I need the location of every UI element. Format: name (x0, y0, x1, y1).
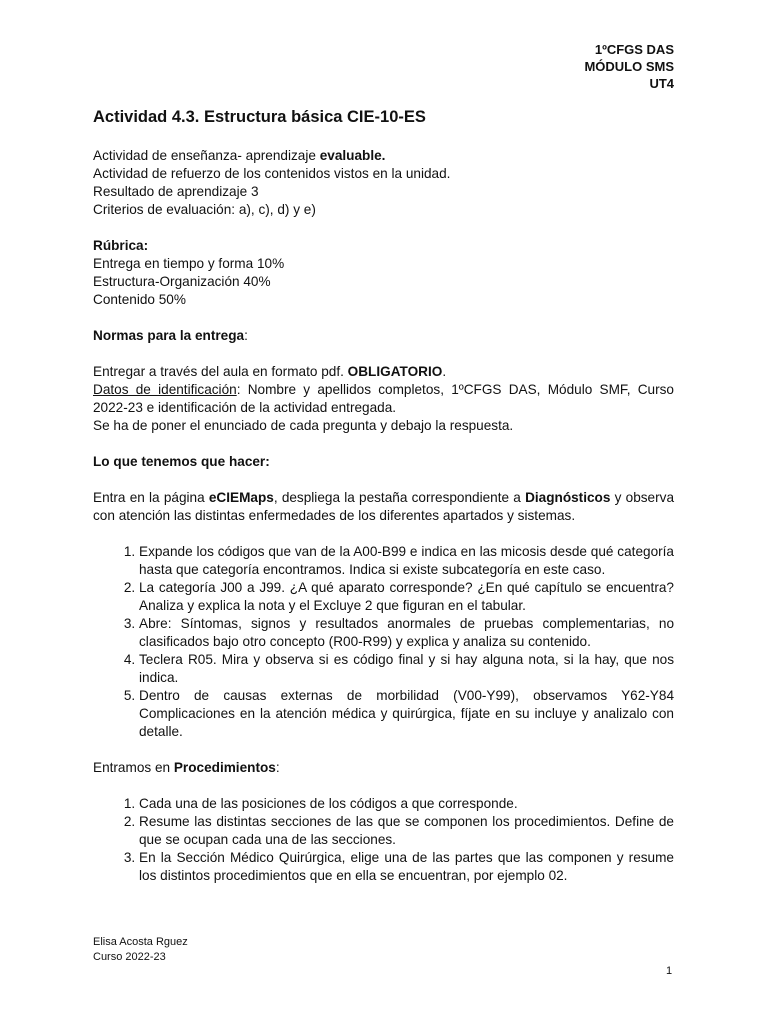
procedimientos-list (93, 795, 674, 885)
procedimientos-intro-a: Entramos en (93, 760, 174, 775)
procedimientos-intro-b: Procedimientos (173, 760, 276, 775)
list-item: 3. En la Sección Médico Quirúrgica, elige una de las partes que las componen y resume los distintos procedimientos que en ella se encuentran, por ejemplo 02. (139, 849, 674, 885)
footer-course: Curso 2022-23 (93, 951, 166, 963)
tareas-heading-block (93, 453, 674, 471)
procedimientos-intro (93, 759, 674, 777)
normas-p1-end: . (442, 364, 447, 379)
intro-line-1 (93, 147, 674, 165)
normas-p1-text: Entregar a través del aula en formato pdf. (93, 364, 348, 379)
page-number: 1 (666, 965, 673, 977)
list-item: 4. Teclera R05. Mira y observa si es código final y si hay alguna nota, si la hay, que nos indica. (139, 651, 674, 687)
rubrica-item: Entrega en tiempo y forma 10% (93, 256, 285, 271)
list-item: 1. Expande los códigos que van de la A00-B99 e indica en las micosis desde qué categoría hasta que categoría encontramos. Indica si existe subcategoría en este caso. (139, 543, 674, 579)
intro-line-3: Resultado de aprendizaje 3 (93, 184, 259, 199)
normas-p1-bold: OBLIGATORIO (347, 364, 443, 379)
tareas-intro-e: y observa con atención las distintas enfermedades de los diferentes apartados y sistemas. (93, 490, 674, 523)
normas-p3: Se ha de poner el enunciado de cada pregunta y debajo la respuesta. (93, 418, 514, 433)
rubrica-item: Estructura-Organización 40% (93, 274, 271, 289)
rubrica-heading (93, 237, 674, 255)
tareas-heading-text: Lo que tenemos que hacer: (93, 454, 270, 469)
tareas-intro-a: Entra en la página (93, 490, 209, 505)
tareas-intro-text (93, 489, 674, 525)
list-item: 2. Resume las distintas secciones de las que se componen los procedimientos. Define de que se ocupan cada una de las secciones. (139, 813, 674, 849)
tareas-intro-d: Diagnósticos (525, 490, 611, 505)
intro-section (93, 147, 674, 219)
normas-datos (93, 381, 674, 417)
normas-heading-text: Normas para la entrega (93, 328, 245, 343)
intro-line-2: Actividad de refuerzo de los contenidos vistos en la unidad. (93, 166, 451, 181)
procedimientos-list-block (93, 795, 674, 885)
intro-line-1-bold: evaluable. (319, 148, 386, 163)
rubrica-heading-text: Rúbrica: (93, 238, 149, 253)
header-course: 1ºCFGS DAS (594, 42, 674, 57)
normas-section (93, 363, 674, 435)
document-body (93, 106, 674, 903)
normas-p1 (93, 363, 674, 381)
procedimientos-intro-text (93, 759, 674, 777)
rubrica-item: Contenido 50% (93, 292, 186, 307)
page-footer (93, 935, 188, 965)
tareas-intro-c: , despliega la pestaña correspondiente a (273, 490, 526, 505)
header-unit: UT4 (649, 76, 674, 91)
list-item: 5. Dentro de causas externas de morbilidad (V00-Y99), observamos Y62-Y84 Complicaciones en la atención médica y quirúrgica, fíjate en su incluye y analizalo con detalle. (139, 687, 674, 741)
list-item: 1. Cada una de las posiciones de los códigos a que corresponde. (139, 795, 674, 813)
normas-datos-label: Datos de identificación (93, 382, 237, 397)
tareas-heading (93, 453, 674, 471)
page-header (584, 41, 674, 92)
page-title: Actividad 4.3. Estructura básica CIE-10-ES (93, 108, 426, 126)
intro-line-4: Criterios de evaluación: a), c), d) y e) (93, 202, 316, 217)
rubrica-section (93, 237, 674, 309)
tareas-list-block (93, 543, 674, 741)
normas-heading-block (93, 327, 674, 345)
list-item: 3. Abre: Síntomas, signos y resultados anormales de pruebas complementarias, no clasificados bajo otro concepto (R00-R99) y explica y analiza su contenido. (139, 615, 674, 651)
normas-heading (93, 327, 674, 345)
tareas-intro-b: eCIEMaps (208, 490, 274, 505)
normas-datos-text: : Nombre y apellidos completos, 1ºCFGS DAS, Módulo SMF, Curso 2022-23 e identificación de la actividad entregada. (93, 382, 674, 415)
footer-author: Elisa Acosta Rguez (93, 936, 188, 948)
tareas-intro (93, 489, 674, 525)
header-module: MÓDULO SMS (584, 59, 674, 74)
procedimientos-intro-c: : (275, 760, 280, 775)
list-item: 2. La categoría J00 a J99. ¿A qué aparato corresponde? ¿En qué capítulo se encuentra? Analiza y explica la nota y el Excluye 2 que figuran en el tabular. (139, 579, 674, 615)
normas-heading-colon: : (244, 328, 248, 343)
intro-line-1-text: Actividad de enseñanza- aprendizaje (93, 148, 320, 163)
tareas-list (93, 543, 674, 741)
